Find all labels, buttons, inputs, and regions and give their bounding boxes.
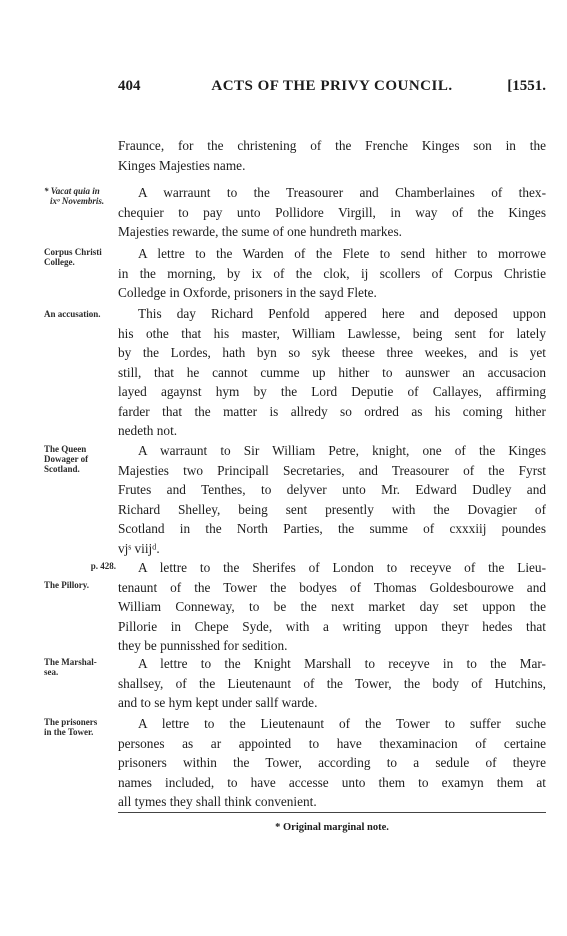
entry-body	[118, 558, 546, 656]
text-line: A lettre to the Knight Marshall to receyve in to the Mar-	[138, 656, 546, 671]
entry-body	[118, 244, 546, 303]
marginal-line: Dowager of	[44, 454, 89, 464]
text-line: A lettre to the Sherifes of London to receyve of the Lieu-	[138, 560, 546, 575]
marginal-line: Scotland.	[44, 464, 80, 474]
text-line: Majesties rewarde, the sume of one hundreth markes.	[118, 224, 402, 239]
entry-body	[118, 136, 546, 175]
marginal-line: An accusation.	[44, 309, 101, 319]
text-line: nedeth not.	[118, 423, 178, 438]
marginal-line: The Marshal-	[44, 657, 97, 667]
text-line: all tymes they shall think convenient.	[118, 794, 317, 809]
text-line: shallsey, of the Lieutenaunt of the Tower, the body of Hutchins,	[118, 675, 546, 691]
footnote: * Original marginal note.	[275, 822, 389, 833]
text-line: Majesties two Principall Secretaries, and Treasourer of the Fyrst	[118, 462, 546, 478]
text-line: tenaunt of the Tower the bodyes of Thomas Goldesbourowe and	[118, 579, 546, 595]
marginal-line: * Vacat quia in	[44, 186, 100, 196]
text-line: Scotland in the North Parties, the summe of cxxxiij poundes	[118, 521, 546, 536]
entry-body	[118, 654, 546, 713]
text-line: Pillorie in Chepe Syde, with a writing uppon theyr hedes that	[118, 618, 546, 634]
marginal-line: The Queen	[44, 444, 87, 454]
text-line: Colledge in Oxforde, prisoners in the sayd Flete.	[118, 285, 377, 300]
text-line: persones as ar appointed to have thexaminacion of certaine	[118, 735, 546, 751]
marginal-note	[44, 186, 116, 206]
entry-body	[118, 441, 546, 558]
marginal-page-ref: p. 428.	[90, 561, 116, 571]
text-line: still, that he cannot cumme up hither to aunswer an accusacion	[118, 364, 546, 380]
marginal-line: The prisoners	[44, 717, 98, 727]
marginal-note	[44, 717, 116, 737]
running-header	[118, 78, 546, 102]
running-title: ACTS OF THE PRIVY COUNCIL.	[211, 78, 453, 94]
marginal-note	[44, 561, 116, 590]
text-line: Kinges Majesties name.	[118, 157, 246, 173]
text-line: prisoners within the Tower, according to a sedule of theyre	[118, 755, 546, 770]
marginal-line: The Pillory.	[44, 580, 89, 590]
text-line: in the morning, by ix of the clok, ij scollers of Corpus Christie	[118, 265, 546, 281]
text-line: and to se hym kept under sallf warde.	[118, 695, 318, 710]
text-line: Richard Shelley, being sent presently with the Dovagier of	[118, 501, 546, 517]
footnote-divider	[118, 812, 546, 813]
text-line: names included, to have accesse unto them to examyn them at	[118, 774, 546, 790]
marginal-line: Corpus Christi	[44, 247, 102, 257]
text-line: his othe that his master, William Lawlesse, being sent for lately	[118, 325, 546, 341]
text-line: A lettre to the Lieutenaunt of the Tower to suffer suche	[138, 716, 546, 731]
text-line: by the Lordes, hath byn so syk theese three weekes, and is yet	[118, 345, 546, 360]
marginal-line: in the Tower.	[44, 727, 94, 737]
text-line: This day Richard Penfold appered here and deposed uppon	[138, 306, 546, 321]
text-line: A lettre to the Warden of the Flete to send hither to morrowe	[138, 246, 546, 261]
text-line: William Conneway, to be the next market day set uppon the	[118, 599, 546, 614]
page-number: 404	[118, 78, 141, 94]
text-line: they be punnisshed for sedition.	[118, 638, 288, 653]
marginal-note	[44, 657, 116, 677]
marginal-note	[44, 444, 116, 474]
marginal-note	[44, 309, 116, 319]
text-line: chequier to pay unto Pollidore Virgill, in way of the Kinges	[118, 204, 546, 220]
entry-body	[118, 183, 546, 242]
text-line: A warraunt to the Treasourer and Chamberlaines of thex-	[138, 185, 546, 200]
marginal-line: sea.	[44, 667, 59, 677]
entry-body	[118, 304, 546, 441]
entry-body	[118, 714, 546, 812]
header-year: [1551.	[507, 78, 546, 94]
text-line: layed agaynst hym by the Lord Deputie of Callayes, affirming	[118, 384, 546, 399]
marginal-line: College.	[44, 257, 75, 267]
marginal-note	[44, 247, 116, 267]
text-line: farder that the matter is allredy so ordred as his coming hither	[118, 403, 546, 419]
marginal-line: ixᵒ Novembris.	[50, 196, 105, 206]
text-line: Frutes and Tenthes, to delyver unto Mr. Edward Dudley and	[118, 482, 546, 497]
text-line: Fraunce, for the christening of the Frenche Kinges son in the	[118, 138, 546, 153]
text-line: vjˢ viijᵈ.	[118, 540, 160, 556]
text-line: A warraunt to Sir William Petre, knight, one of the Kinges	[138, 443, 546, 458]
